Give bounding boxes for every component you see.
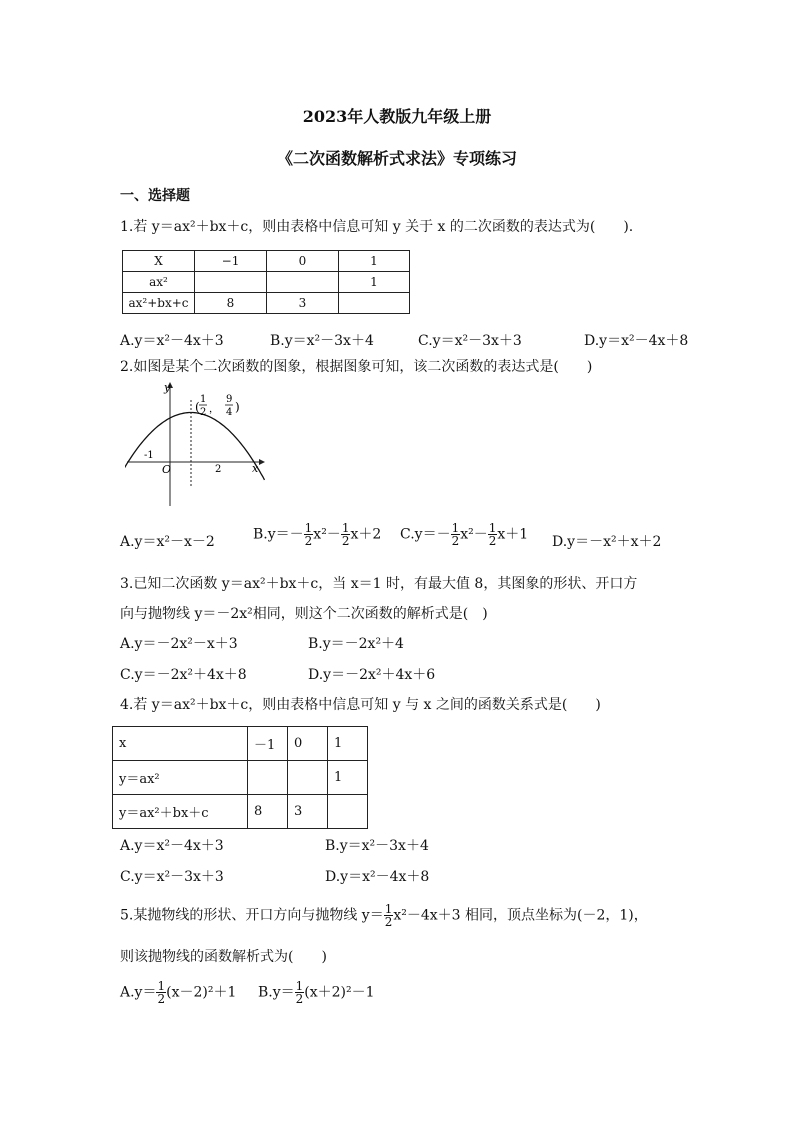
svg-text:): ) [235,400,240,414]
table-cell: 3 [288,795,328,829]
table-cell: 8 [195,293,267,314]
q5-stem-line2: 则该抛物线的函数解析式为( ) [120,949,327,965]
section-heading: 一、选择题 [120,188,190,204]
svg-text:，: ， [209,404,219,415]
table-cell: ax²+bx+c [123,293,195,314]
table-row [113,795,368,829]
q2-parabola-graph [125,380,265,508]
q4-option-b: B.y＝x²－3x＋4 [325,838,429,854]
q5-option-b: B.y＝ $\frac{1}{2}$ (x＋2)²－1 [258,979,375,1006]
q5-stem-line1: 5.某抛物线的形状、开口方向与抛物线 y＝ $\frac{1}{2}$ x²－4x＋3 相同，顶点坐标为(－2，1)， [120,902,648,929]
y-axis-label: y [164,381,171,394]
table-cell: x [113,727,248,761]
left-root-label: -1 [144,450,154,461]
q3-stem-line2: 向与抛物线 y＝－2x²相同，则这个二次函数的解析式是( ) [120,606,488,622]
q4-option-c: C.y＝x²－3x＋3 [120,869,224,885]
table-row [113,761,368,795]
document-title: 2023年人教版九年级上册 [302,107,492,126]
fraction: $\frac{1}{2}$ [384,902,393,929]
right-root-label: 2 [215,464,222,475]
q3-option-a: A.y＝－2x²－x＋3 [120,636,238,652]
q3-option-c: C.y＝－2x²＋4x＋8 [120,667,247,683]
table-cell: 1 [339,251,410,272]
table-cell: 0 [288,727,328,761]
q4-option-d: D.y＝x²－4x＋8 [325,869,430,885]
q3-option-d: D.y＝－2x²＋4x＋6 [308,667,436,683]
vertex-label [195,394,240,418]
q2-option-a: A.y＝x²－x－2 [120,534,215,550]
table-cell [328,795,368,829]
fraction: $\frac{1}{2}$ [451,521,460,548]
svg-text:1: 1 [200,394,207,405]
table-cell: X [123,251,195,272]
table-cell [288,761,328,795]
fraction: $\frac{1}{2}$ [157,979,166,1006]
q5-option-a: A.y＝ $\frac{1}{2}$ (x－2)²＋1 [120,979,237,1006]
q4-table [112,726,368,829]
table-cell [248,761,288,795]
q2-stem: 2.如图是某个二次函数的图象，根据图象可知，该二次函数的表达式是( ) [120,359,593,375]
q1-option-c: C.y＝x²－3x＋3 [418,333,522,349]
x-axis-arrow [259,459,265,465]
table-cell: 1 [328,761,368,795]
table-cell: 1 [328,727,368,761]
table-row [113,727,368,761]
x-axis-label: x [252,462,259,475]
q2-option-d: D.y＝－x²＋x＋2 [552,534,662,550]
table-cell: 0 [267,251,339,272]
table-cell: y＝ax²＋bx＋c [113,795,248,829]
svg-text:(: ( [195,400,200,414]
q1-option-b: B.y＝x²－3x＋4 [270,333,374,349]
q2-option-c: C.y＝－ $\frac{1}{2}$ x²－ $\frac{1}{2}$ x＋1 [400,521,529,548]
q3-stem-line1: 3.已知二次函数 y＝ax²＋bx＋c，当 x＝1 时，有最大值 8，其图象的形状、开口方 [120,576,638,592]
parabola-curve [125,413,265,480]
table-cell [195,272,267,293]
table-cell [339,293,410,314]
q1-table [122,250,410,314]
q3-option-b: B.y＝－2x²＋4 [308,636,404,652]
table-row [123,293,410,314]
fraction: $\frac{1}{2}$ [295,979,304,1006]
svg-text:9: 9 [226,394,233,405]
table-cell: −1 [195,251,267,272]
svg-text:2: 2 [200,407,207,418]
table-cell: 8 [248,795,288,829]
table-cell [267,272,339,293]
q4-option-a: A.y＝x²－4x＋3 [120,838,224,854]
fraction: $\frac{1}{2}$ [488,521,497,548]
svg-text:4: 4 [226,407,233,418]
table-cell: y＝ax² [113,761,248,795]
table-cell: －1 [248,727,288,761]
q2-option-b: B.y＝－ $\frac{1}{2}$ x²－ $\frac{1}{2}$ x＋2 [253,521,382,548]
table-cell: 3 [267,293,339,314]
table-cell: ax² [123,272,195,293]
fraction: $\frac{1}{2}$ [304,521,313,548]
q1-option-a: A.y＝x²－4x＋3 [120,333,224,349]
document-subtitle: 《二次函数解析式求法》专项练习 [276,149,517,168]
q1-option-d: D.y＝x²－4x＋8 [584,333,689,349]
table-cell: 1 [339,272,410,293]
table-row [123,272,410,293]
q1-stem: 1.若 y＝ax²＋bx＋c，则由表格中信息可知 y 关于 x 的二次函数的表达式为( ). [120,219,634,235]
origin-label: O [162,463,172,476]
fraction: $\frac{1}{2}$ [341,521,350,548]
q4-stem: 4.若 y＝ax²＋bx＋c，则由表格中信息可知 y 与 x 之间的函数关系式是( ) [120,697,601,713]
table-row [123,251,410,272]
